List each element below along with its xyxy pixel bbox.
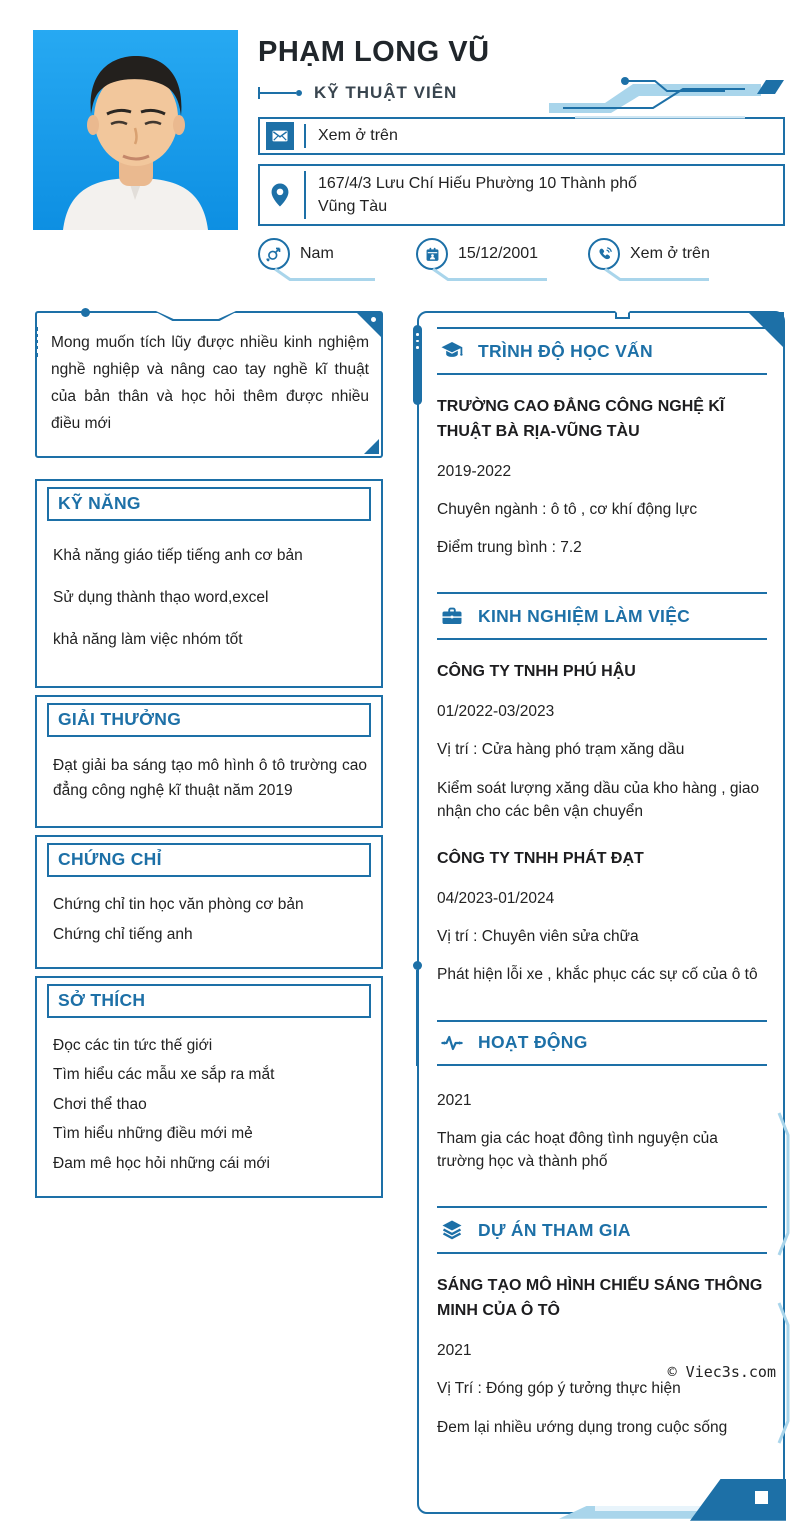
email-value: Xem ở trên: [318, 127, 398, 145]
activities-title: HOẠT ĐỘNG: [478, 1032, 588, 1053]
certificates-title: CHỨNG CHỈ: [47, 843, 371, 877]
corner-triangle-decoration: [356, 312, 382, 338]
education-major: Chuyên ngành : ô tô , cơ khí động lực: [437, 500, 698, 518]
gender-icon: [258, 238, 290, 270]
projects-header: [437, 1206, 767, 1254]
job-title-row: [258, 83, 785, 103]
job-entry: [437, 660, 765, 823]
corner-triangle-decoration: [748, 312, 784, 348]
corner-dot-decoration: [371, 317, 376, 322]
certificate-item: Chứng chỉ tin học văn phòng cơ bản: [53, 896, 304, 914]
job-description: Kiểm soát lượng xăng dầu của kho hàng , giao nhận cho các bên vận chuyển: [437, 779, 760, 820]
profile-photo-drawing: [33, 30, 238, 230]
project-position: Vị Trí : Đóng góp ý tưởng thực hiện: [437, 1380, 681, 1398]
skill-item: Khả năng giáo tiếp tiếng anh cơ bản: [53, 546, 303, 564]
divider: [304, 124, 306, 148]
hobby-item: Tìm hiểu những điều mới mẻ: [53, 1125, 253, 1143]
job-position: Vị trí : Cửa hàng phó trạm xăng dầu: [437, 741, 685, 759]
school-name: TRƯỜNG CAO ĐẲNG CÔNG NGHỆ KĨ THUẬT BÀ RỊA-VŨNG TÀU: [437, 398, 725, 440]
job-entry: [437, 847, 765, 987]
edge-zigzag-decoration: [777, 1113, 791, 1443]
underline-swoosh: [602, 268, 712, 283]
dob-value: 15/12/2001: [458, 245, 539, 262]
profile-photo: [33, 30, 238, 230]
job-position: Vị trí : Chuyên viên sửa chữa: [437, 928, 639, 946]
columns: [0, 311, 800, 1514]
phone-icon: [588, 238, 620, 270]
circuit-decoration-icon: [535, 69, 785, 119]
header: [0, 0, 800, 283]
award-item: Đạt giải ba sáng tạo mô hình ô tô trường cao đẳng công nghệ kĩ thuật năm 2019: [53, 756, 367, 800]
corner-triangle-decoration: [364, 439, 379, 454]
notch-decoration: [615, 311, 630, 319]
activity-year: 2021: [437, 1091, 472, 1109]
activities-body: [435, 1070, 769, 1201]
job-period: 01/2022-03/2023: [437, 703, 555, 721]
hobby-item: Đam mê học hỏi những cái mới: [53, 1154, 270, 1172]
gender-item: [258, 238, 378, 283]
company-name: CÔNG TY TNHH PHÁT ĐẠT: [437, 850, 644, 868]
education-header: [437, 327, 767, 375]
education-gpa: Điểm trung bình : 7.2: [437, 539, 582, 557]
activity-description: Tham gia các hoạt đông tình nguyện của trường học và thành phố: [437, 1129, 718, 1171]
experience-header: [437, 592, 767, 640]
awards-section: [35, 695, 383, 828]
right-column: [417, 311, 785, 1514]
copyright: © Viec3s.com: [667, 1363, 776, 1381]
project-year: 2021: [437, 1342, 472, 1360]
briefcase-icon: [439, 604, 465, 628]
hobby-item: Đọc các tin tức thế giới: [53, 1036, 213, 1054]
education-period: 2019-2022: [437, 462, 512, 480]
divider: [304, 171, 306, 219]
header-right: [258, 30, 785, 283]
certificate-item: Chứng chỉ tiếng anh: [53, 925, 193, 943]
address-box: [258, 164, 785, 226]
location-icon: [266, 182, 294, 208]
contact-row: [258, 238, 785, 283]
email-icon: [266, 122, 294, 150]
dot-decoration: [81, 308, 90, 317]
experience-body: [435, 644, 769, 1013]
dob-item: [416, 238, 550, 283]
objective-text: Mong muốn tích lũy được nhiều kinh nghiệm nghề nghiệp và nâng cao tay nghề kĩ thuật của bản thân và học hỏi thêm được nhiều điều mới: [51, 334, 369, 433]
side-bar-decoration: [413, 325, 422, 405]
education-body: [435, 379, 769, 586]
notch-decoration: [154, 311, 238, 321]
graduation-cap-icon: [439, 339, 465, 363]
left-column: [35, 311, 383, 1205]
address-value: 167/4/3 Lưu Chí Hiếu Phường 10 Thành phố Vũng Tàu: [318, 174, 637, 215]
project-name: SÁNG TẠO MÔ HÌNH CHIẾU SÁNG THÔNG MINH CỦA Ô TÔ: [437, 1277, 763, 1320]
layers-icon: [439, 1218, 465, 1242]
hobby-item: Tìm hiểu các mẫu xe sắp ra mắt: [53, 1066, 275, 1084]
email-box: [258, 117, 785, 155]
skill-item: khả năng làm việc nhóm tốt: [53, 631, 243, 649]
skills-section: [35, 479, 383, 688]
awards-title: GIẢI THƯỞNG: [47, 703, 371, 737]
activities-header: [437, 1020, 767, 1066]
candidate-name: PHẠM LONG VŨ: [258, 36, 490, 68]
activity-pulse-icon: [439, 1032, 465, 1054]
certificates-section: [35, 835, 383, 969]
dot-line-decoration: [413, 961, 422, 1066]
title-line-decoration: [258, 87, 302, 99]
objective-box: [35, 311, 383, 458]
hobbies-section: [35, 976, 383, 1198]
projects-title: DỰ ÁN THAM GIA: [478, 1219, 631, 1240]
phone-item: [588, 238, 712, 283]
hobbies-title: SỞ THÍCH: [47, 984, 371, 1018]
job-title: KỸ THUẬT VIÊN: [314, 83, 458, 102]
job-description: Phát hiện lỗi xe , khắc phục các sự cố của ô tô: [437, 966, 758, 984]
experience-title: KINH NGHIỆM LÀM VIỆC: [478, 605, 691, 626]
skills-title: KỸ NĂNG: [47, 487, 371, 521]
job-period: 04/2023-01/2024: [437, 889, 555, 907]
calendar-icon: [416, 238, 448, 270]
hobby-item: Chơi thể thao: [53, 1095, 147, 1113]
education-title: TRÌNH ĐỘ HỌC VẤN: [478, 340, 653, 361]
phone-value: Xem ở trên: [630, 245, 710, 262]
underline-swoosh: [430, 268, 550, 283]
underline-swoosh: [272, 268, 378, 283]
bottom-corner-decoration: [690, 1479, 786, 1521]
project-description: Đem lại nhiều ướng dụng trong cuộc sống: [437, 1418, 728, 1436]
gender-value: Nam: [300, 245, 334, 262]
company-name: CÔNG TY TNHH PHÚ HẬU: [437, 663, 636, 681]
dotted-edge-decoration: [35, 327, 38, 357]
skill-item: Sử dụng thành thạo word,excel: [53, 588, 269, 606]
